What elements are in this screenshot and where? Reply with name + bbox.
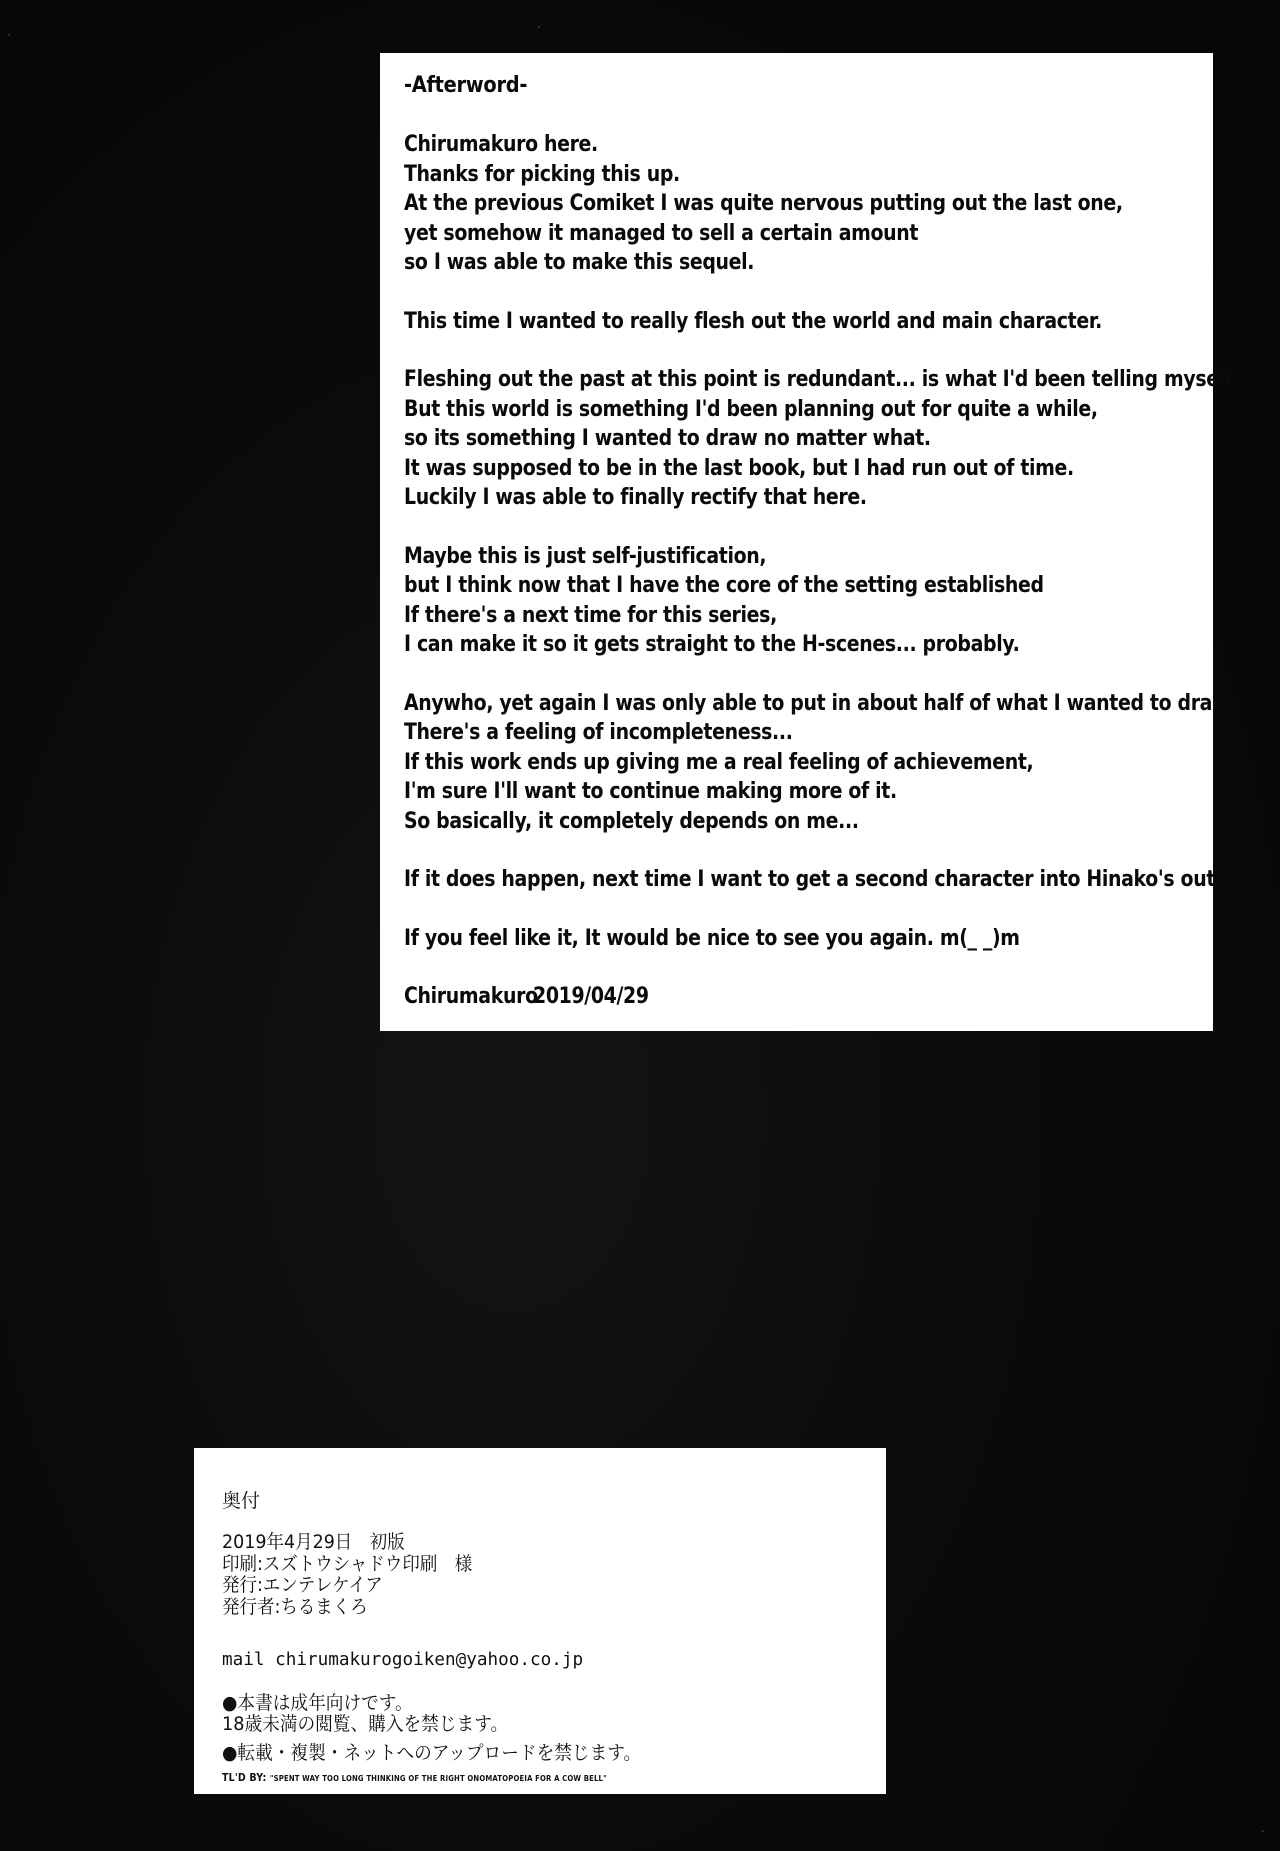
colophon-printer: 印刷:スズトウシャドウ印刷 様 <box>222 1552 473 1575</box>
colophon-heading: 奥付 <box>222 1490 261 1512</box>
afterword-line: If there's a next time for this series, <box>404 602 777 628</box>
afterword-line: So basically, it completely depends on me... <box>404 808 859 834</box>
afterword-line: Maybe this is just self-justification, <box>404 543 767 569</box>
signature-name: Chirumakuro <box>404 984 538 1009</box>
translator-label: TL'D BY: <box>222 1771 267 1784</box>
afterword-signature <box>404 982 1079 1012</box>
afterword-panel <box>380 53 1245 1031</box>
afterword-line: so its something I wanted to draw no matter what. <box>404 426 931 451</box>
notice-no-reproduction: ●転載・複製・ネットへのアップロードを禁じます。 <box>222 1742 642 1764</box>
afterword-paragraph <box>404 542 1189 660</box>
colophon-mail: mail chirumakurogoiken@yahoo.co.jp <box>222 1649 584 1670</box>
colophon-notices <box>222 1693 673 1764</box>
colophon-panel <box>194 1448 886 1794</box>
afterword-line: I can make it so it gets straight to the H-scenes... probably. <box>404 632 1020 657</box>
afterword-line: I'm sure I'll want to continue making more of it. <box>404 779 897 804</box>
afterword-body <box>404 130 1245 953</box>
dust-speck <box>1262 1830 1264 1832</box>
afterword-line: yet somehow it managed to sell a certain amount <box>404 220 919 246</box>
colophon-details <box>222 1532 494 1618</box>
signature-date: 2019/04/29 <box>533 984 649 1009</box>
notice-adult: ●本書は成年向けです。 <box>222 1692 413 1714</box>
afterword-line: but I think now that I have the core of the setting established <box>404 573 1044 598</box>
afterword-line: Luckily I was able to finally rectify that here. <box>404 485 867 510</box>
afterword-line: This time I wanted to really flesh out the world and main character. <box>404 308 1102 334</box>
notice-age-restriction: 18歳未満の閲覧、購入を禁じます。 <box>222 1713 509 1735</box>
afterword-line: There's a feeling of incompleteness... <box>404 720 793 745</box>
dust-speck <box>8 34 10 36</box>
afterword-line: If this work ends up giving me a real feeling of achievement, <box>404 749 1034 775</box>
afterword-paragraph <box>404 365 1239 513</box>
afterword-paragraph <box>404 307 1189 337</box>
afterword-line: At the previous Comiket I was quite nervous putting out the last one, <box>404 191 1123 216</box>
colophon-publisher: 発行:エンテレケイア <box>222 1574 383 1596</box>
afterword-line: Anywho, yet again I was only able to put in about half of what I wanted to draw. <box>404 690 1235 716</box>
afterword-line: If it does happen, next time I want to get a second character into Hinako's outfit. <box>404 867 1245 892</box>
dust-speck <box>538 26 540 28</box>
afterword-line: It was supposed to be in the last book, but I had run out of time. <box>404 455 1074 481</box>
afterword-paragraph <box>404 689 1235 837</box>
afterword-paragraph <box>404 865 1245 895</box>
translator-quote: "SPENT WAY TOO LONG THINKING OF THE RIGHT ONOMATOPOEIA FOR A COW BELL" <box>269 1774 607 1783</box>
afterword-title: -Afterword- <box>404 73 528 98</box>
afterword-line: Fleshing out the past at this point is redundant... is what I'd been telling myself. <box>404 367 1239 392</box>
colophon-edition: 2019年4月29日 初版 <box>222 1531 405 1553</box>
afterword-line: Thanks for picking this up. <box>404 161 680 187</box>
afterword-paragraph <box>404 924 1189 954</box>
translator-credit <box>222 1772 607 1785</box>
colophon-issuer: 発行者:ちるまくろ <box>222 1595 368 1618</box>
afterword-line: But this world is something I'd been planning out for quite a while, <box>404 396 1098 422</box>
afterword-line: so I was able to make this sequel. <box>404 250 755 275</box>
afterword-paragraph <box>404 130 1189 278</box>
afterword-line: If you feel like it, It would be nice to see you again. m(_ _)m <box>404 925 1020 951</box>
afterword-line: Chirumakuro here. <box>404 132 598 157</box>
